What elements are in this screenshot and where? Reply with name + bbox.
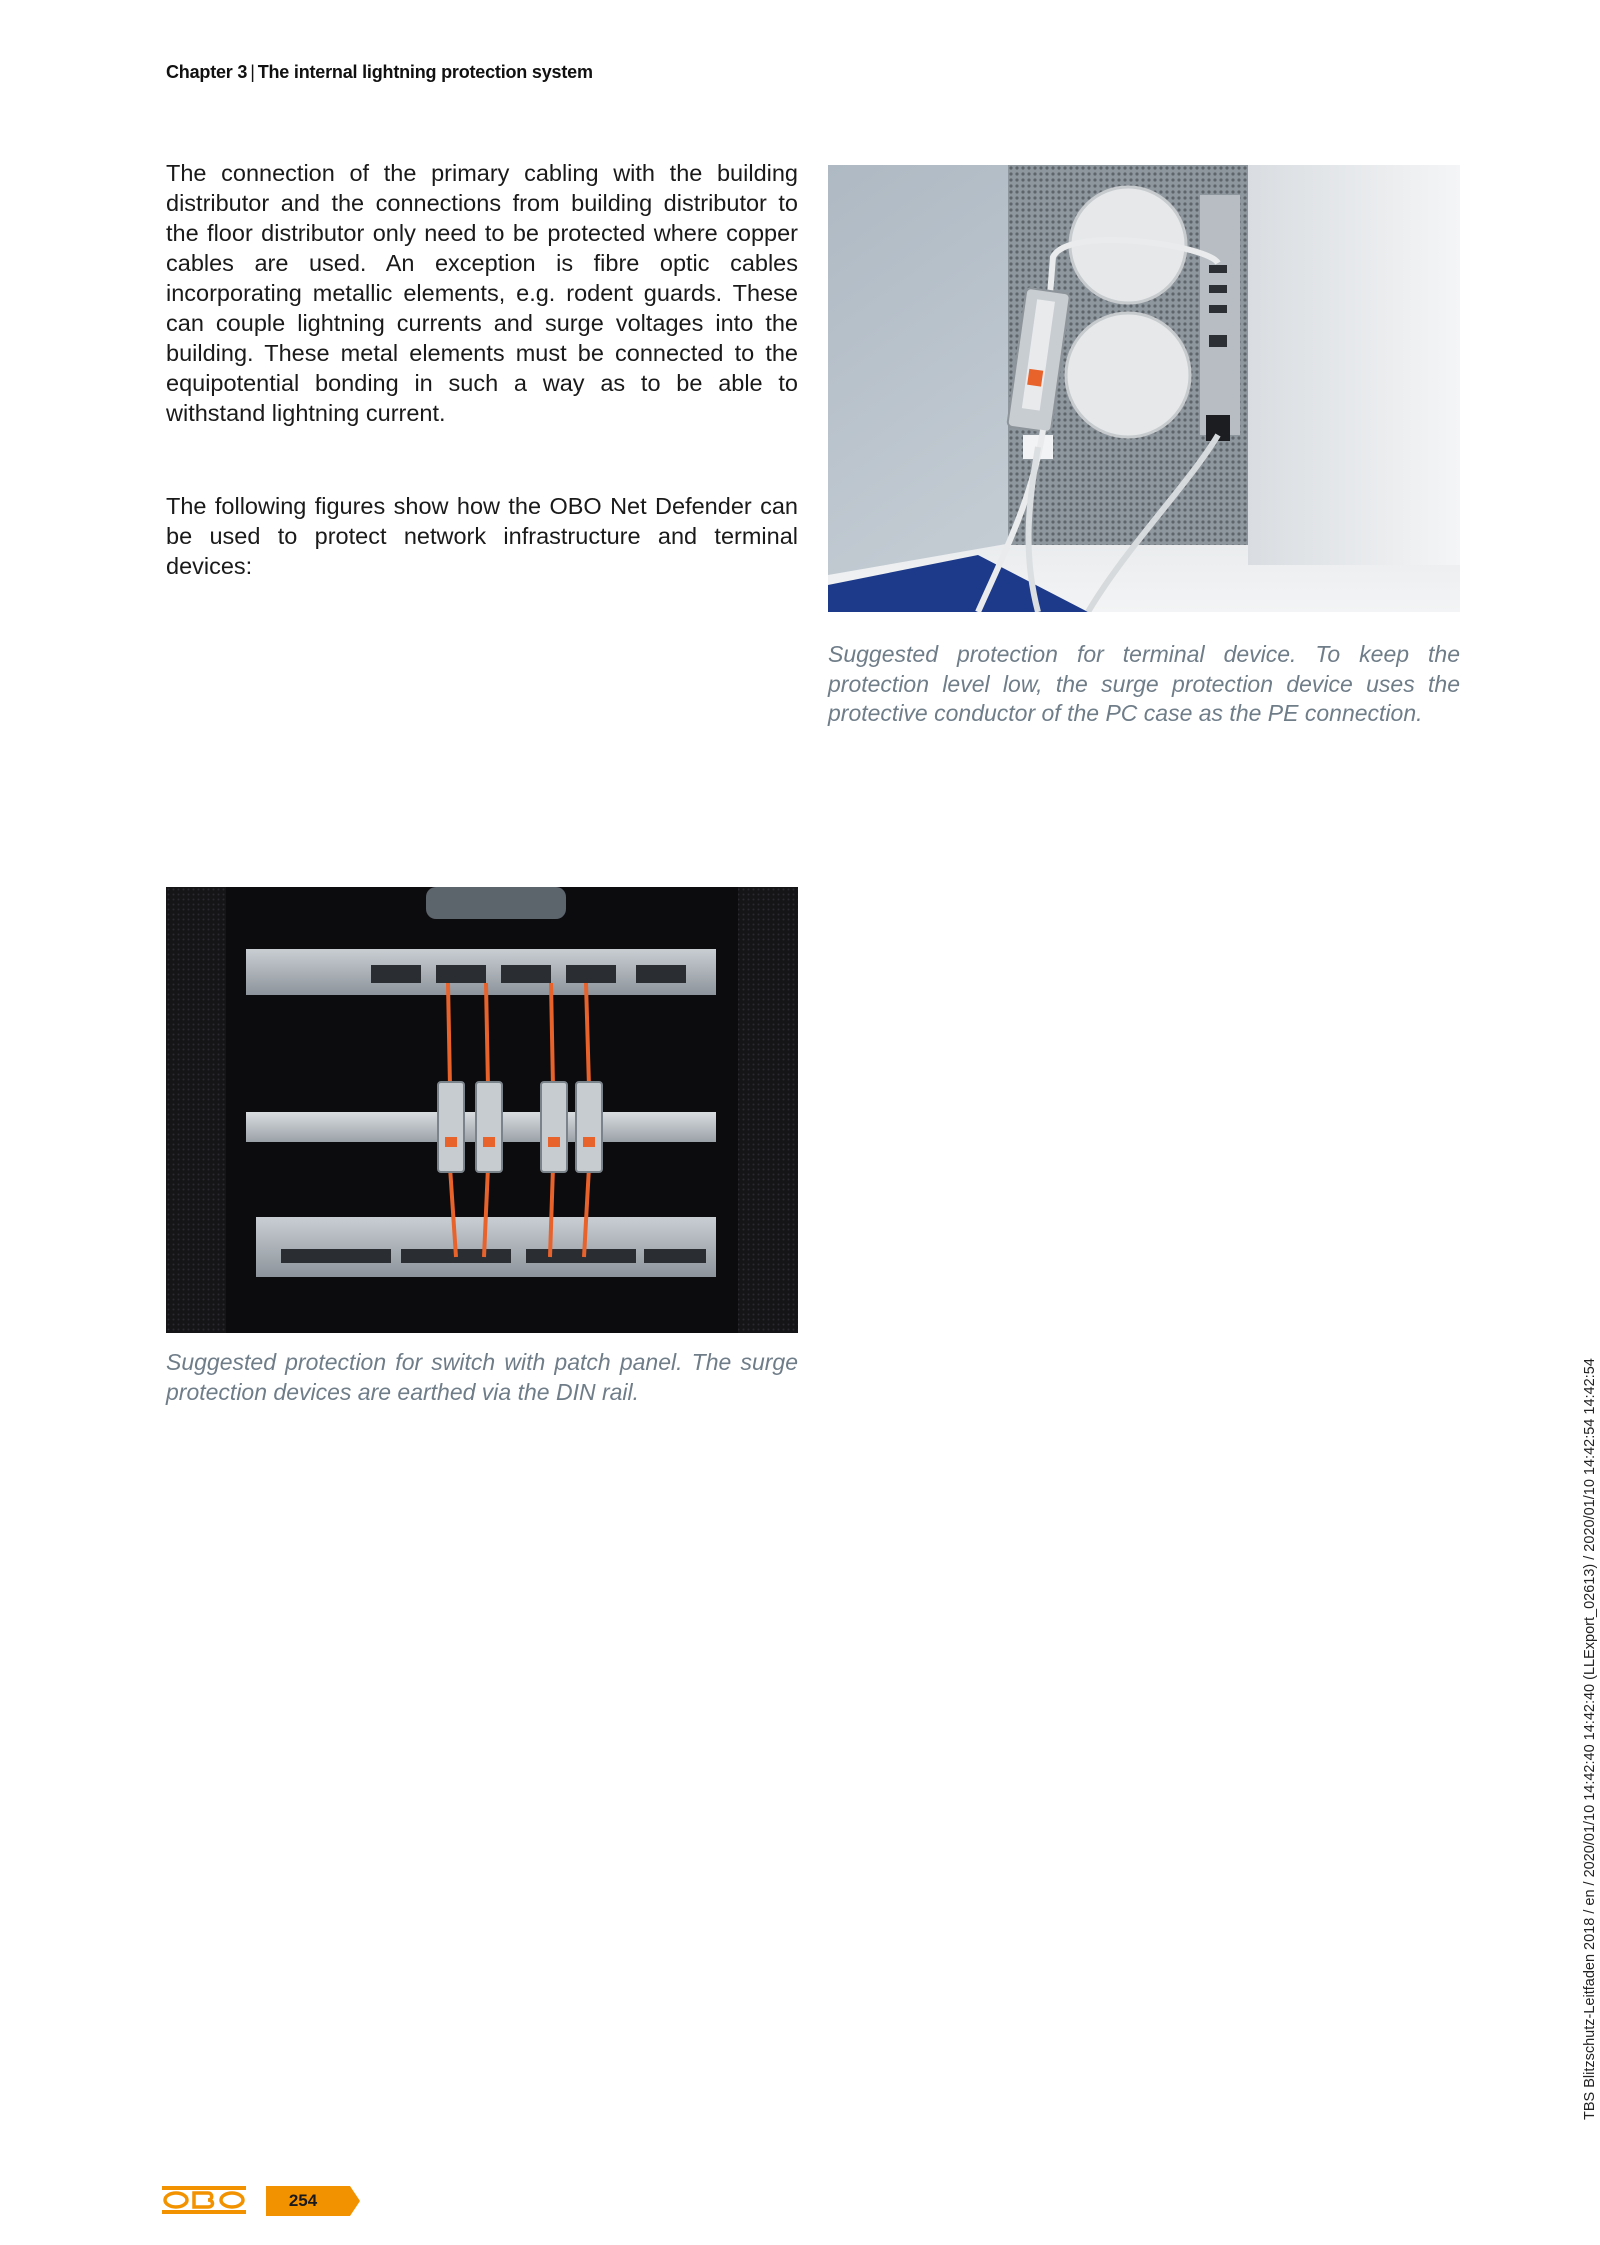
body-paragraph-1: The connection of the primary cabling with the building distributor and the connections from building distributor to the floor distributor only need to be protected where copper cables are used. An exception is fibre optic cables incorporating metallic elements, e.g. rodent guards. These can couple lightning currents and surge voltages into the building. These metal elements must be connected to the equipotential bonding in such a way as to be able to withstand lightning current. — [166, 160, 798, 426]
header-separator: | — [250, 62, 255, 82]
chapter-title: The internal lightning protection system — [257, 62, 593, 82]
page-number: 254 — [288, 2191, 318, 2210]
chapter-label: Chapter 3 — [166, 62, 248, 82]
print-info-sidebar: TBS Blitzschutz-Leitfaden 2018 / en / 2020/01/10 14:42:40 14:42:40 (LLExport_02613) / 2020/01/10 14:42:54 14:42:54 — [1582, 1358, 1598, 2120]
terminal-device-caption: Suggested protection for terminal device. To keep the protection level low, the surge protection device uses the protective conductor of the PC case as the PE connection. — [828, 641, 1460, 726]
body-paragraph-2: The following figures show how the OBO Net Defender can be used to protect network infrastructure and terminal devices: — [166, 493, 798, 579]
page-number-badge — [266, 2186, 360, 2216]
obo-logo — [162, 2186, 246, 2214]
page-header — [166, 62, 593, 83]
terminal-device-photo — [828, 165, 1460, 612]
switch-caption: Suggested protection for switch with patch panel. The surge protection devices are earthed via the DIN rail. — [166, 1349, 798, 1405]
switch-patch-panel-photo — [166, 887, 798, 1333]
